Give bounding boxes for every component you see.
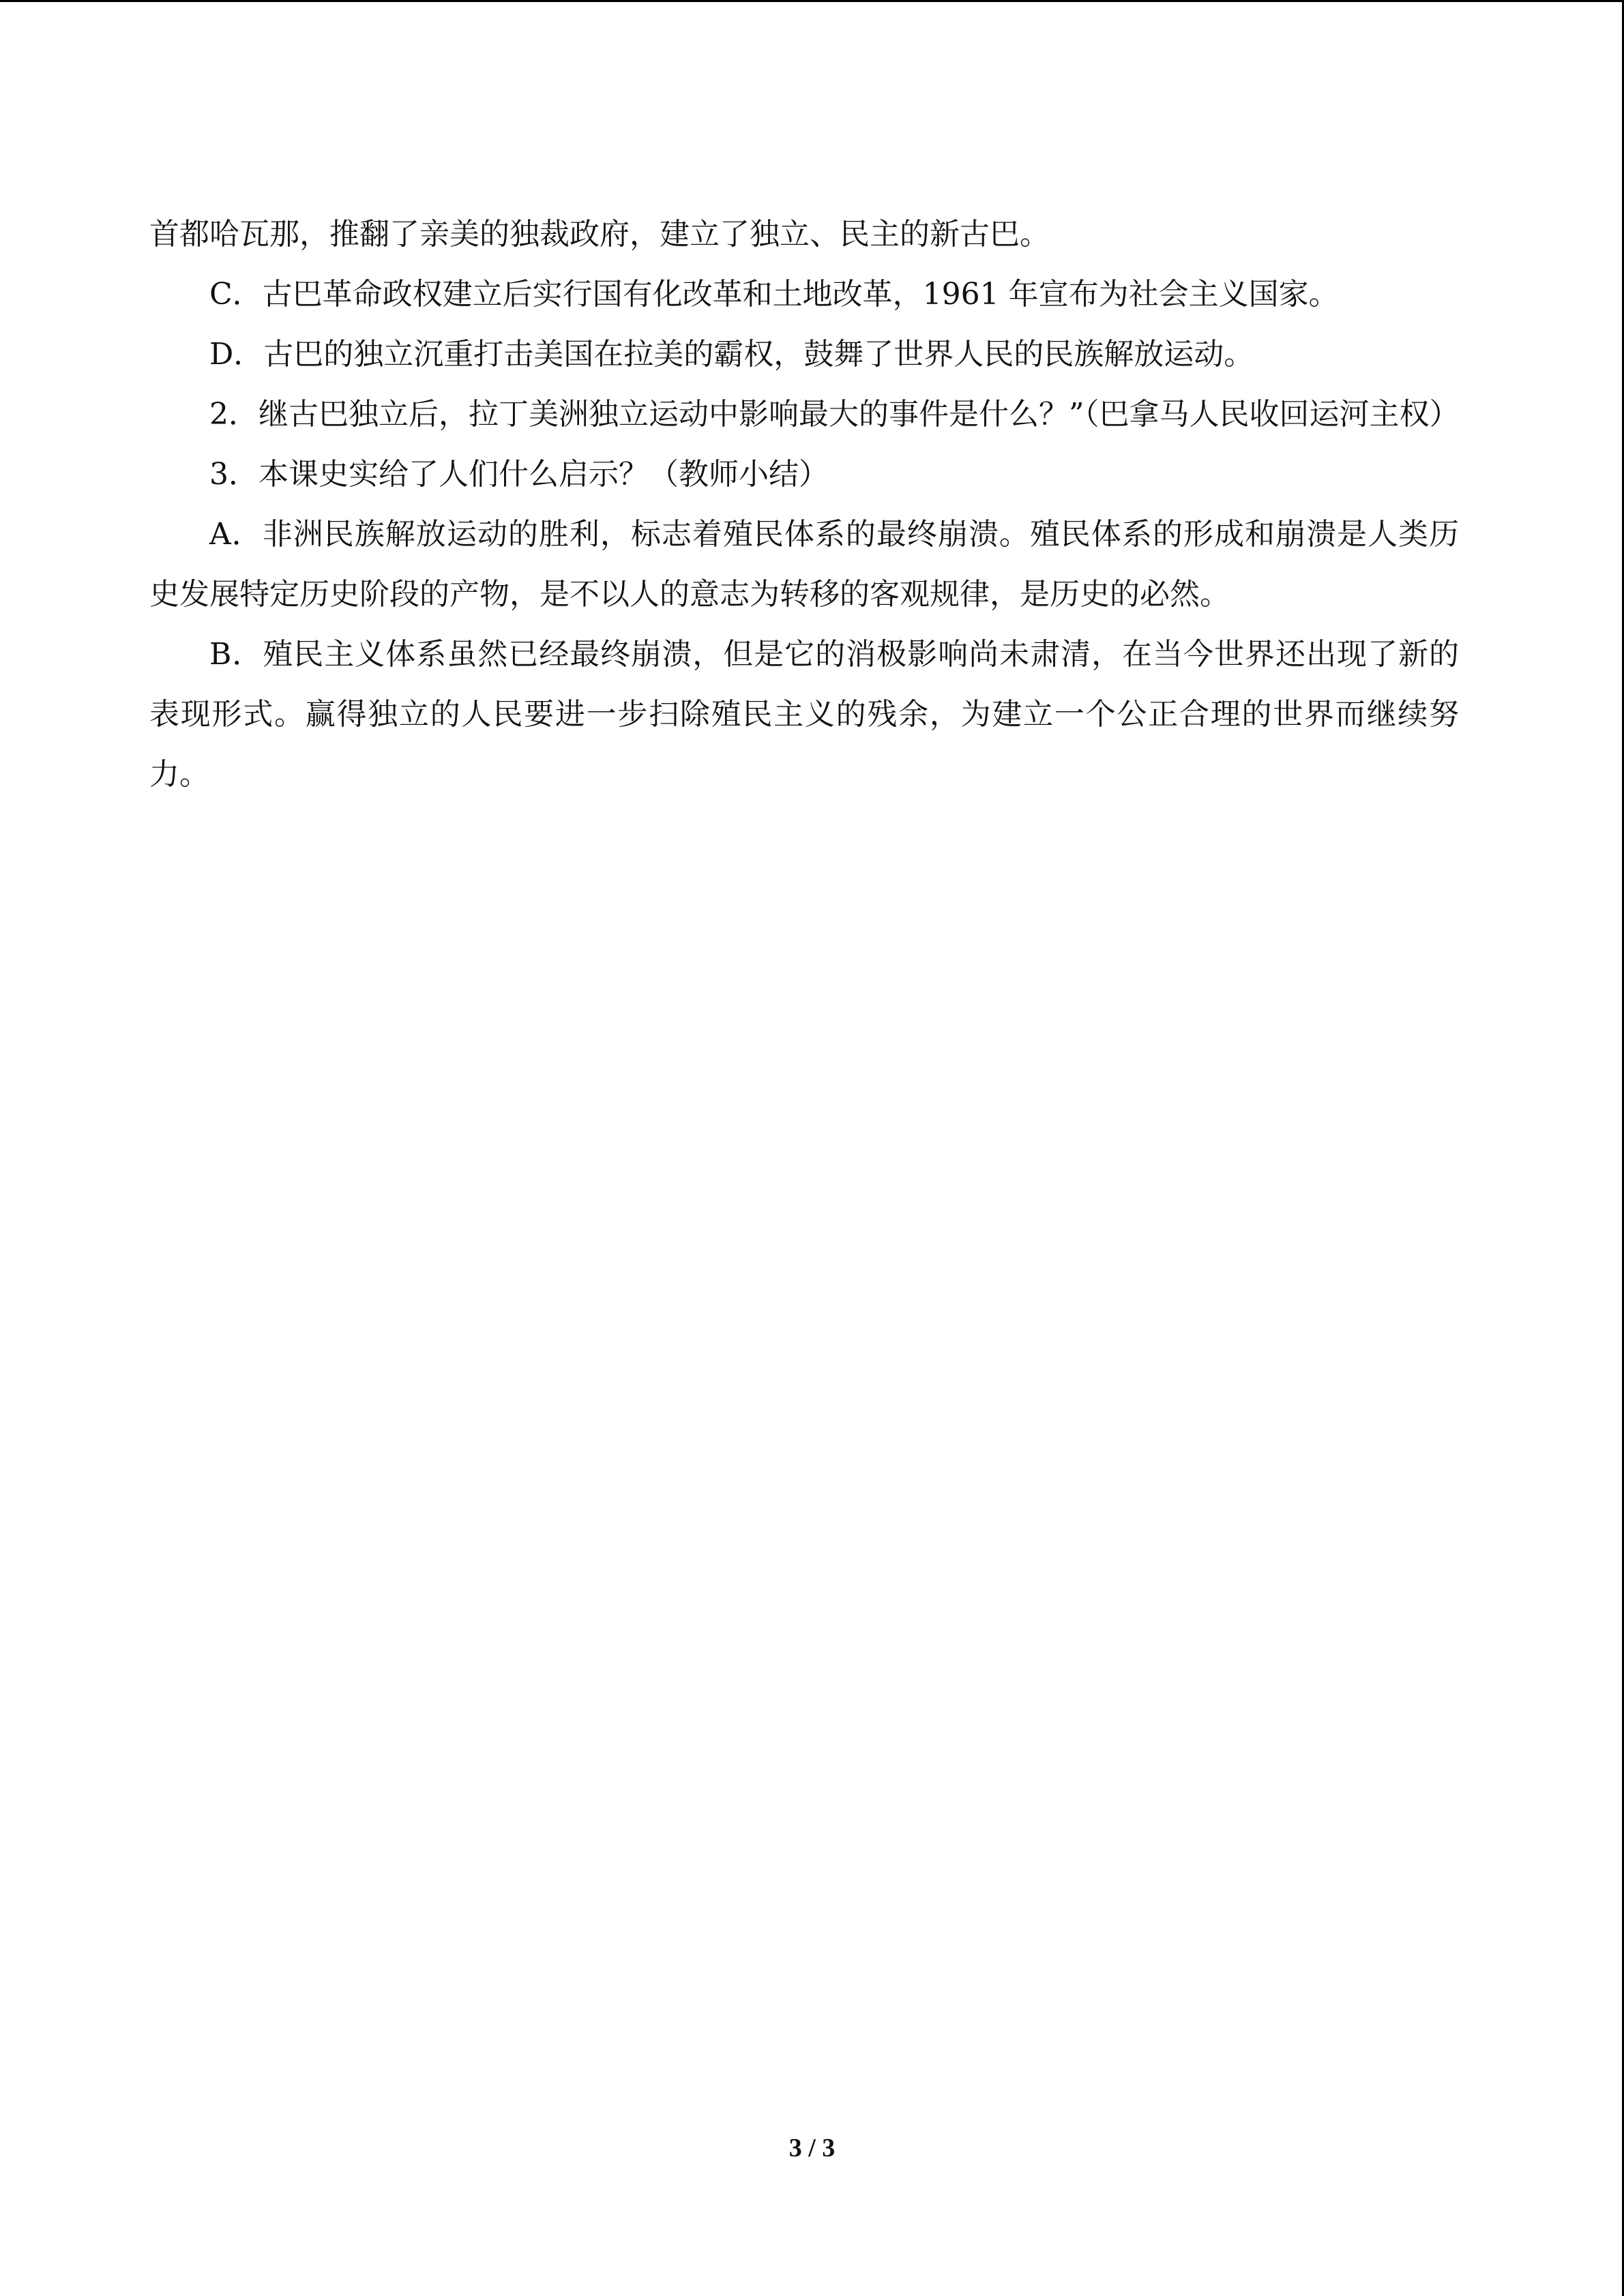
- paragraph-question-2: 2．继古巴独立后，拉丁美洲独立运动中影响最大的事件是什么？”（巴拿马人民收回运河主权）: [209, 397, 1460, 432]
- paragraph-item-c: C．古巴革命政权建立后实行国有化改革和土地改革，1961 年宣布为社会主义国家。: [209, 277, 1339, 312]
- paragraph-summary-a: A．非洲民族解放运动的胜利，标志着殖民体系的最终崩溃。殖民体系的形成和崩溃是人类历史发展特定历史阶段的产物，是不以人的意志为转移的客观规律，是历史的必然。: [149, 517, 1459, 612]
- top-border-line: [0, 0, 1624, 2]
- page-number: 3 / 3: [788, 2134, 836, 2162]
- paragraph-continuation: 首都哈瓦那，推翻了亲美的独裁政府，建立了独立、民主的新古巴。: [149, 217, 1050, 252]
- paragraph-item-d: D．古巴的独立沉重打击美国在拉美的霸权，鼓舞了世界人民的民族解放运动。: [209, 337, 1254, 372]
- paragraph-question-3: 3．本课史实给了人们什么启示？（教师小结）: [209, 457, 829, 492]
- document-body: [149, 205, 1459, 805]
- paragraph-summary-b: B．殖民主义体系虽然已经最终崩溃，但是它的消极影响尚未肃清，在当今世界还出现了新的表现形式。赢得独立的人民要进一步扫除殖民主义的残余，为建立一个公正合理的世界而继续努力。: [149, 637, 1459, 792]
